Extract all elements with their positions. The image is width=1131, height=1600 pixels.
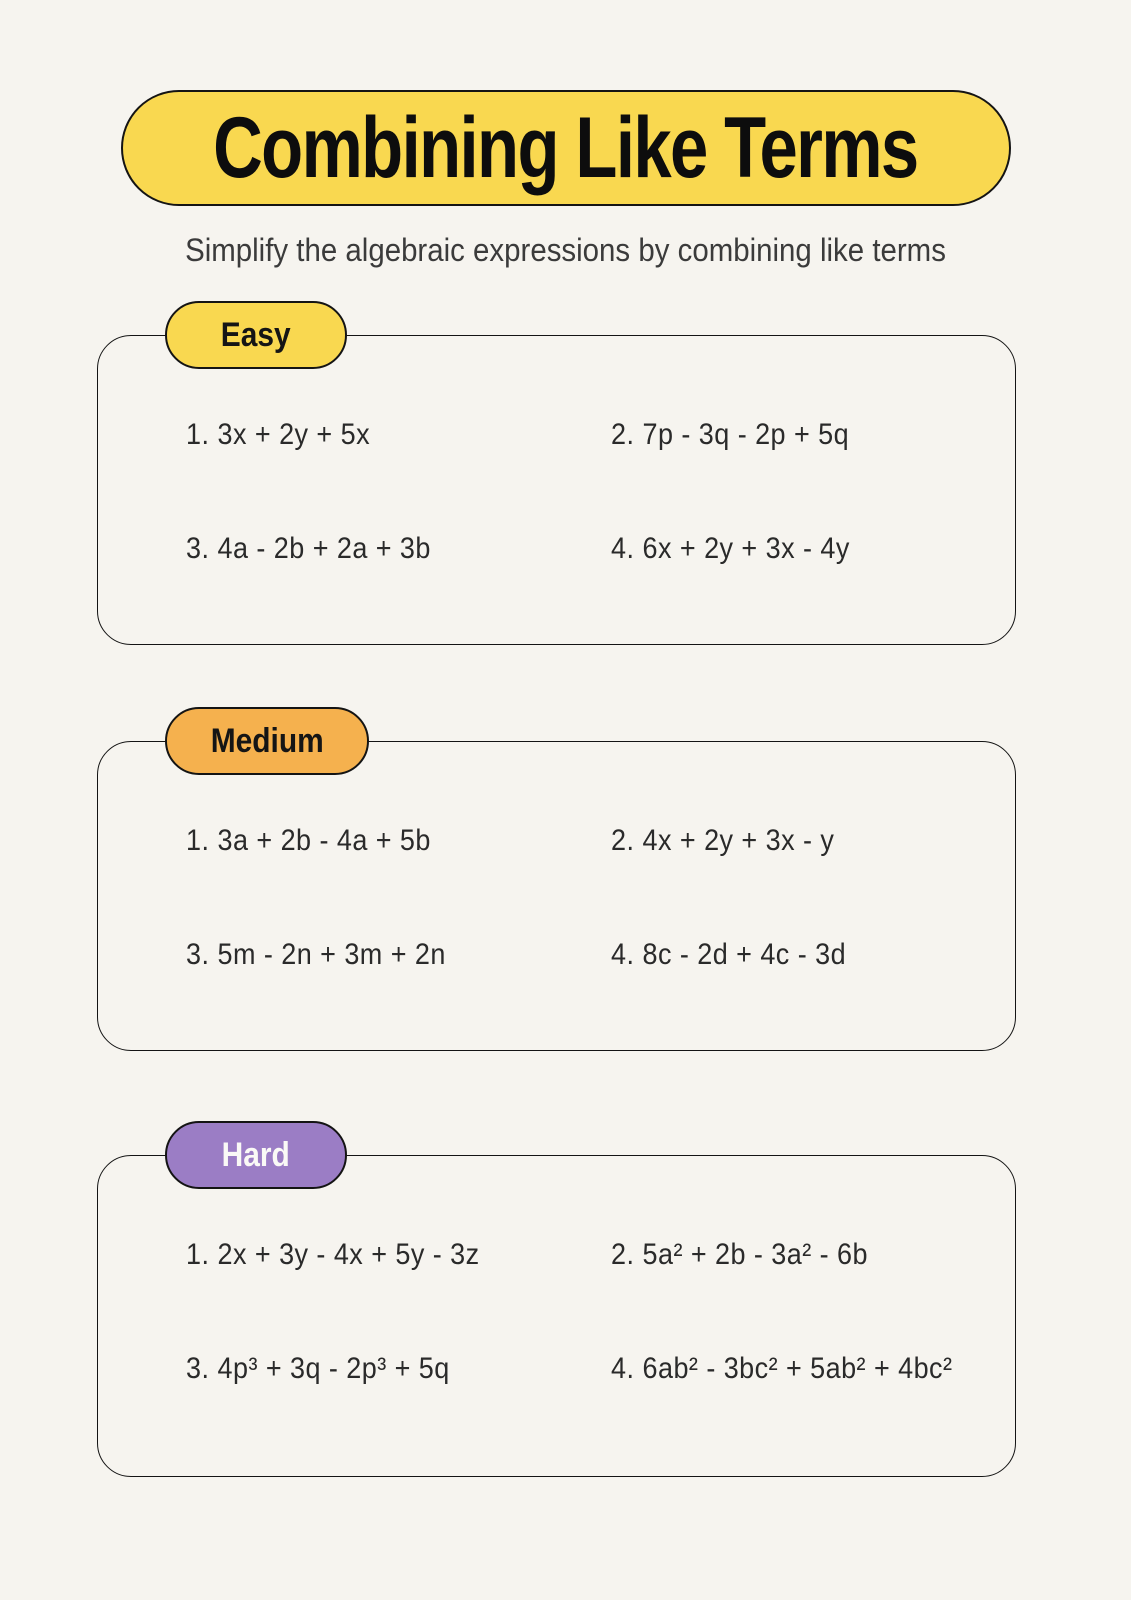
problem-number: 1. [186, 418, 210, 451]
problem-item [186, 926, 569, 984]
problem-expression: 3a + 2b - 4a + 5b [217, 824, 431, 857]
title-pill [121, 90, 1011, 206]
problem-number: 2. [611, 1238, 635, 1271]
problem-item [186, 520, 569, 578]
easy-label-pill [165, 301, 347, 369]
problem-expression: 8c - 2d + 4c - 3d [642, 938, 847, 971]
problem-expression: 2x + 3y - 4x + 5y - 3z [217, 1238, 480, 1271]
subtitle: Simplify the algebraic expressions by combining like terms [185, 232, 946, 268]
problem-expression: 5m - 2n + 3m + 2n [217, 938, 446, 971]
section-hard [97, 1135, 1016, 1477]
problem-item [611, 812, 975, 870]
problem-number: 2. [611, 824, 635, 857]
medium-label-pill [165, 707, 369, 775]
problem-number: 4. [611, 1352, 635, 1385]
problem-number: 2. [611, 418, 635, 451]
problem-item [186, 406, 569, 464]
problem-number: 3. [186, 1352, 210, 1385]
problem-number: 1. [186, 824, 210, 857]
problem-item [611, 1226, 975, 1284]
problem-item [611, 406, 975, 464]
problem-expression: 6x + 2y + 3x - 4y [642, 532, 850, 565]
sections-container [97, 315, 1016, 1477]
problem-expression: 4x + 2y + 3x - y [642, 824, 835, 857]
problem-expression: 4p³ + 3q - 2p³ + 5q [217, 1352, 450, 1385]
problem-expression: 6ab² - 3bc² + 5ab² + 4bc² [642, 1352, 953, 1385]
problem-expression: 7p - 3q - 2p + 5q [642, 418, 850, 451]
problem-item [611, 926, 975, 984]
hard-label-pill [165, 1121, 347, 1189]
section-medium [97, 721, 1016, 1051]
page-title: Combining Like Terms [213, 99, 918, 196]
problem-expression: 4a - 2b + 2a + 3b [217, 532, 431, 565]
medium-problems [98, 742, 1015, 984]
problem-number: 4. [611, 532, 635, 565]
medium-label: Medium [210, 721, 324, 760]
easy-problems [98, 336, 1015, 578]
hard-box [97, 1155, 1016, 1477]
easy-label: Easy [221, 315, 291, 354]
problem-number: 1. [186, 1238, 210, 1271]
section-easy [97, 315, 1016, 645]
problem-number: 3. [186, 532, 210, 565]
hard-problems [98, 1156, 1015, 1398]
problem-item [186, 1340, 569, 1398]
problem-item [186, 812, 569, 870]
problem-item [611, 1340, 975, 1398]
easy-box [97, 335, 1016, 645]
problem-number: 4. [611, 938, 635, 971]
problem-expression: 5a² + 2b - 3a² - 6b [642, 1238, 868, 1271]
hard-label: Hard [221, 1135, 291, 1174]
problem-expression: 3x + 2y + 5x [217, 418, 371, 451]
problem-number: 3. [186, 938, 210, 971]
problem-item [611, 520, 975, 578]
problem-item [186, 1226, 569, 1284]
medium-box [97, 741, 1016, 1051]
